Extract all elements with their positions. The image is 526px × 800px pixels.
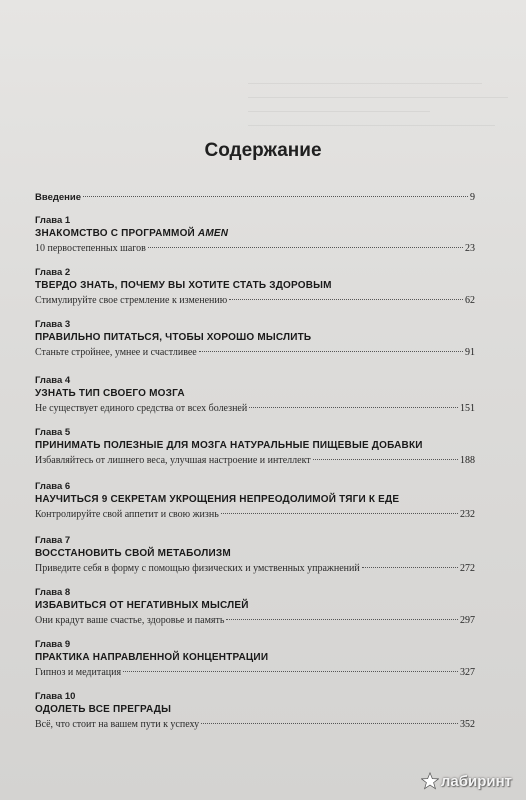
toc-chapter-4[interactable] [35,374,475,417]
chapter-subtitle-row [35,613,475,629]
chapter-title: ПРИНИМАТЬ ПОЛЕЗНЫЕ ДЛЯ МОЗГА НАТУРАЛЬНЫЕ ПИЩЕВЫЕ ДОБАВКИ [35,440,423,451]
chapter-page-number: 232 [460,509,475,520]
chapter-subtitle-row [35,507,475,523]
chapter-subtitle-row [35,241,475,257]
chapter-subtitle-row [35,717,475,733]
toc-chapter-3[interactable] [35,318,475,361]
leader-dots [221,513,458,514]
chapter-title: ТВЕРДО ЗНАТЬ, ПОЧЕМУ ВЫ ХОТИТЕ СТАТЬ ЗДОРОВЫМ [35,280,332,291]
leader-dots [148,247,463,248]
chapter-page-number: 62 [465,295,475,306]
leader-dots [123,671,458,672]
chapter-label: Глава 2 [35,267,71,278]
chapter-title: УЗНАТЬ ТИП СВОЕГО МОЗГА [35,388,185,399]
leader-dots [201,723,458,724]
chapter-subtitle: 10 первостепенных шагов [35,243,146,254]
chapter-label: Глава 5 [35,427,71,438]
toc-chapter-6[interactable] [35,480,475,523]
labirint-watermark [421,772,512,790]
chapter-title: ВОССТАНОВИТЬ СВОЙ МЕТАБОЛИЗМ [35,548,231,559]
leader-dots [362,567,458,568]
chapter-title: ПРАКТИКА НАПРАВЛЕННОЙ КОНЦЕНТРАЦИИ [35,652,269,663]
chapter-page-number: 352 [460,719,475,730]
chapter-label: Глава 7 [35,535,71,546]
chapter-subtitle-row [35,293,475,309]
chapter-page-number: 23 [465,243,475,254]
toc-chapter-2[interactable] [35,266,475,309]
chapter-page-number: 327 [460,667,475,678]
leader-dots [226,619,458,620]
chapter-subtitle: Контролируйте свой аппетит и свою жизнь [35,509,219,520]
chapter-subtitle-row [35,345,475,361]
chapter-subtitle: Приведите себя в форму с помощью физических и умственных упражнений [35,563,360,574]
leader-dots [229,299,463,300]
intro-label: Введение [35,192,82,203]
chapter-label: Глава 8 [35,587,71,598]
chapter-title: ЗНАКОМСТВО С ПРОГРАММОЙ AMEN [35,228,229,239]
chapter-page-number: 91 [465,347,475,358]
chapter-page-number: 272 [460,563,475,574]
chapter-subtitle: Гипноз и медитация [35,667,122,678]
chapter-label: Глава 3 [35,319,71,330]
table-of-contents [35,192,475,730]
watermark-text: лабиринт [440,772,512,790]
toc-intro-entry[interactable] [35,192,475,206]
intro-page-number: 9 [470,192,475,203]
chapter-subtitle: Станьте стройнее, умнее и счастливее [35,347,197,358]
toc-chapter-7[interactable] [35,534,475,577]
chapter-title: НАУЧИТЬСЯ 9 СЕКРЕТАМ УКРОЩЕНИЯ НЕПРЕОДОЛИМОЙ ТЯГИ К ЕДЕ [35,494,400,505]
chapter-subtitle: Избавляйтесь от лишнего веса, улучшая настроение и интеллект [35,455,311,466]
chapter-label: Глава 1 [35,215,71,226]
leader-dots [83,196,468,197]
leader-dots [249,407,458,408]
toc-chapter-5[interactable] [35,426,475,469]
chapter-subtitle-row [35,665,475,681]
chapter-subtitle-row [35,453,475,469]
chapter-label: Глава 6 [35,481,71,492]
toc-chapter-8[interactable] [35,586,475,629]
page-title: Содержание [204,140,322,161]
toc-chapter-9[interactable] [35,638,475,681]
toc-chapter-10[interactable] [35,690,475,733]
chapter-title: ОДОЛЕТЬ ВСЕ ПРЕГРАДЫ [35,704,172,715]
toc-chapter-1[interactable] [35,214,475,257]
chapter-subtitle: Всё, что стоит на вашем пути к успеху [35,719,200,730]
chapter-page-number: 151 [460,403,475,414]
chapter-subtitle-row [35,401,475,417]
chapter-subtitle: Стимулируйте свое стремление к изменению [35,295,228,306]
chapter-title: ПРАВИЛЬНО ПИТАТЬСЯ, ЧТОБЫ ХОРОШО МЫСЛИТЬ [35,332,312,343]
leader-dots [199,351,463,352]
leader-dots [313,459,458,460]
chapter-title: ИЗБАВИТЬСЯ ОТ НЕГАТИВНЫХ МЫСЛЕЙ [35,600,249,611]
star-icon [421,772,439,790]
chapter-label: Глава 9 [35,639,71,650]
chapter-page-number: 188 [460,455,475,466]
chapter-subtitle-row [35,561,475,577]
bleed-through-text [248,70,508,126]
chapter-label: Глава 10 [35,691,76,702]
chapter-page-number: 297 [460,615,475,626]
chapter-label: Глава 4 [35,375,71,386]
chapter-subtitle: Они крадут ваше счастье, здоровье и память [35,615,225,626]
chapter-title-emphasis: AMEN [197,228,229,239]
chapter-subtitle: Не существует единого средства от всех болезней [35,403,248,414]
